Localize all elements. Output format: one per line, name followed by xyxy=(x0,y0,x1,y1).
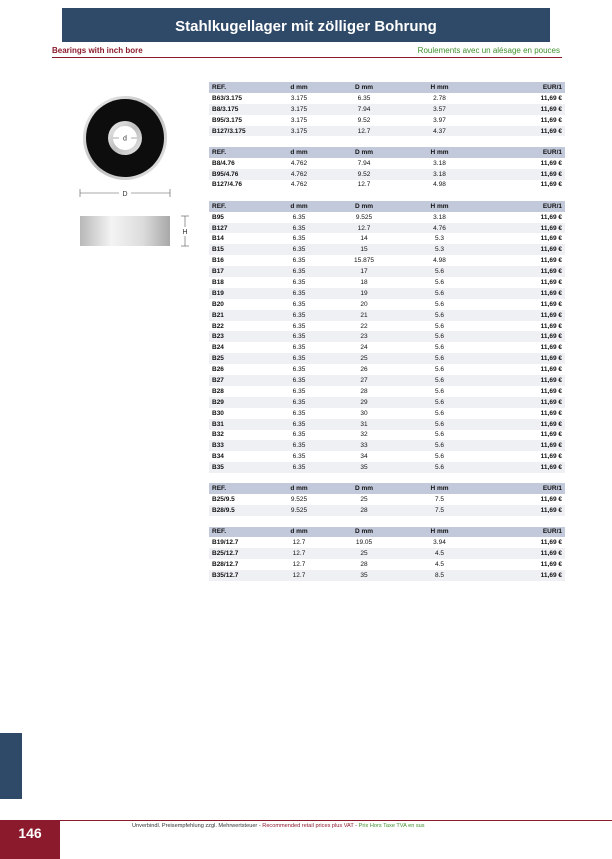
table-row xyxy=(209,386,565,397)
table-cell: 4.5 xyxy=(434,561,445,569)
table-cell: 5.6 xyxy=(434,453,445,461)
column-header: D mm xyxy=(331,147,397,158)
table-cell: 3.18 xyxy=(433,159,446,167)
table-cell: 11,69 € xyxy=(540,409,562,417)
table-cell: 4.76 xyxy=(397,223,482,234)
bearing-table xyxy=(209,483,565,516)
table-cell: B32 xyxy=(212,431,224,439)
table-cell: 28 xyxy=(360,561,368,569)
column-header: H mm xyxy=(397,527,482,538)
table-cell: 14 xyxy=(360,235,368,243)
column-header: H mm xyxy=(397,82,482,93)
bore-diameter-label: d xyxy=(123,135,127,143)
table-row xyxy=(209,223,565,234)
table-cell: 6.35 xyxy=(292,278,306,286)
table-row xyxy=(209,364,565,375)
table-cell: 5.3 xyxy=(397,244,482,255)
table-header-row xyxy=(209,201,565,212)
table-cell: 12.7 xyxy=(331,223,397,234)
table-cell: 5.6 xyxy=(397,288,482,299)
bearing-table xyxy=(209,147,565,191)
table-cell: 9.525 xyxy=(355,213,373,221)
table-row xyxy=(209,104,565,115)
table-cell: 5.6 xyxy=(434,300,445,308)
table-cell: 5.6 xyxy=(434,322,445,330)
table-cell: 12.7 xyxy=(292,539,306,547)
table-row xyxy=(209,115,565,126)
table-cell: 11,69 € xyxy=(540,257,562,265)
footer-separator: - xyxy=(353,823,359,829)
table-cell: B26 xyxy=(212,366,224,374)
table-cell: B31 xyxy=(209,419,267,430)
table-row xyxy=(209,310,565,321)
table-cell: 11,69 € xyxy=(540,213,562,221)
table-row xyxy=(209,299,565,310)
table-cell: 3.94 xyxy=(433,539,446,547)
bearing-table xyxy=(209,82,565,136)
table-cell: 5.6 xyxy=(397,462,482,473)
table-cell: 6.35 xyxy=(292,235,306,243)
table-row xyxy=(209,570,565,581)
table-cell: 9.52 xyxy=(357,116,371,124)
table-cell: 5.3 xyxy=(434,235,445,243)
table-cell: 3.18 xyxy=(433,213,446,221)
table-cell: 9.52 xyxy=(331,169,397,180)
table-cell: 3.18 xyxy=(397,169,482,180)
table-cell: 5.6 xyxy=(434,387,445,395)
table-cell: 3.175 xyxy=(290,94,308,102)
column-header: REF. xyxy=(209,147,267,158)
table-row xyxy=(209,548,565,559)
table-cell: 6.35 xyxy=(267,462,331,473)
table-cell: 6.35 xyxy=(267,266,331,277)
table-row xyxy=(209,288,565,299)
table-cell: 11,69 € xyxy=(482,375,565,386)
column-header: d mm xyxy=(267,483,331,494)
table-header-row xyxy=(209,147,565,158)
table-cell: 11,69 € xyxy=(482,505,565,516)
table-cell: 11,69 € xyxy=(540,181,562,189)
column-header: d mm xyxy=(267,82,331,93)
table-row xyxy=(209,537,565,548)
table-cell: 7.5 xyxy=(397,505,482,516)
table-cell: 5.6 xyxy=(397,353,482,364)
table-cell: 6.35 xyxy=(267,310,331,321)
table-row xyxy=(209,331,565,342)
table-cell: B19/12.7 xyxy=(212,539,239,547)
table-cell: B8/3.175 xyxy=(209,104,267,115)
section-tab xyxy=(0,733,22,799)
outer-diameter-label: D xyxy=(122,191,128,198)
table-cell: B24 xyxy=(212,344,224,352)
table-cell: 7.94 xyxy=(331,104,397,115)
table-cell: 11,69 € xyxy=(482,288,565,299)
table-cell: B19 xyxy=(209,288,267,299)
table-cell: B33 xyxy=(209,440,267,451)
table-cell: 11,69 € xyxy=(482,548,565,559)
table-cell: 5.6 xyxy=(397,375,482,386)
table-cell: 3.97 xyxy=(433,116,446,124)
table-cell: 21 xyxy=(331,310,397,321)
table-cell: B35/12.7 xyxy=(209,570,267,581)
table-cell: 11,69 € xyxy=(540,539,562,547)
table-cell: 12.7 xyxy=(267,570,331,581)
table-cell: 11,69 € xyxy=(540,561,562,569)
table-row xyxy=(209,353,565,364)
table-cell: 4.37 xyxy=(397,126,482,137)
column-header: REF. xyxy=(209,527,267,538)
page-number: 146 xyxy=(0,821,60,859)
table-cell: 5.6 xyxy=(397,310,482,321)
table-row xyxy=(209,430,565,441)
table-cell: 2.78 xyxy=(433,94,446,102)
table-cell: 15 xyxy=(331,244,397,255)
table-row xyxy=(209,244,565,255)
table-row xyxy=(209,419,565,430)
table-cell: 25 xyxy=(331,353,397,364)
table-cell: 11,69 € xyxy=(540,496,562,504)
table-cell: 25 xyxy=(331,548,397,559)
bearing-side-view xyxy=(80,216,170,246)
column-header: EUR/1 xyxy=(482,147,565,158)
table-cell: B28/12.7 xyxy=(212,561,239,569)
table-cell: 5.6 xyxy=(397,331,482,342)
table-cell: 11,69 € xyxy=(540,431,562,439)
table-cell: 11,69 € xyxy=(482,331,565,342)
table-cell: 5.6 xyxy=(434,344,445,352)
table-cell: 11,69 € xyxy=(540,453,562,461)
table-cell: 5.6 xyxy=(434,366,445,374)
table-cell: 27 xyxy=(331,375,397,386)
table-cell: B63/3.175 xyxy=(212,94,242,102)
table-cell: B34 xyxy=(212,453,224,461)
table-header-row xyxy=(209,483,565,494)
column-header: D mm xyxy=(331,527,397,538)
table-cell: 11,69 € xyxy=(540,116,562,124)
table-cell: 6.35 xyxy=(267,331,331,342)
bearing-table xyxy=(209,201,565,473)
table-cell: 4.5 xyxy=(397,548,482,559)
footer-text-de: Unverbindl. Preisempfehlung zzgl. Mehrwertsteuer xyxy=(132,823,258,829)
footer-separator: - xyxy=(257,823,263,829)
table-cell: B95/4.76 xyxy=(209,169,267,180)
table-cell: 11,69 € xyxy=(482,266,565,277)
column-header: d mm xyxy=(267,147,331,158)
table-cell: 6.35 xyxy=(267,419,331,430)
table-row xyxy=(209,505,565,516)
table-cell: 5.6 xyxy=(397,419,482,430)
table-row xyxy=(209,277,565,288)
table-cell: 24 xyxy=(360,344,368,352)
table-cell: 6.35 xyxy=(292,344,306,352)
table-cell: B95/3.175 xyxy=(212,116,242,124)
table-cell: 12.7 xyxy=(292,561,306,569)
table-cell: 11,69 € xyxy=(540,387,562,395)
table-cell: 4.98 xyxy=(433,257,446,265)
table-cell: B25/12.7 xyxy=(209,548,267,559)
bearing-table xyxy=(209,527,565,581)
table-cell: 29 xyxy=(331,397,397,408)
table-row xyxy=(209,462,565,473)
table-row xyxy=(209,342,565,353)
table-cell: 6.35 xyxy=(267,375,331,386)
column-header: EUR/1 xyxy=(482,483,565,494)
table-cell: 4.762 xyxy=(267,169,331,180)
footer-note xyxy=(132,823,425,829)
table-cell: B127/3.175 xyxy=(209,126,267,137)
column-header: REF. xyxy=(209,201,267,212)
table-cell: 6.35 xyxy=(267,397,331,408)
subtitle-english: Bearings with inch bore xyxy=(52,46,143,55)
table-row xyxy=(209,321,565,332)
height-label: H xyxy=(182,229,188,236)
table-cell: 6.35 xyxy=(292,213,306,221)
column-header: d mm xyxy=(267,201,331,212)
table-cell: 35 xyxy=(331,570,397,581)
table-cell: B28/9.5 xyxy=(209,505,267,516)
table-cell: B18 xyxy=(212,278,224,286)
table-cell: 5.6 xyxy=(397,440,482,451)
column-header: EUR/1 xyxy=(482,527,565,538)
table-cell: 11,69 € xyxy=(540,300,562,308)
table-row xyxy=(209,126,565,137)
table-cell: 26 xyxy=(360,366,368,374)
table-cell: 11,69 € xyxy=(482,126,565,137)
column-header: EUR/1 xyxy=(482,201,565,212)
table-cell: 6.35 xyxy=(267,244,331,255)
table-cell: 17 xyxy=(331,266,397,277)
table-row xyxy=(209,375,565,386)
table-cell: 11,69 € xyxy=(482,440,565,451)
table-row xyxy=(209,158,565,169)
table-row xyxy=(209,266,565,277)
table-cell: B29 xyxy=(209,397,267,408)
table-cell: 11,69 € xyxy=(482,353,565,364)
column-header: H mm xyxy=(397,147,482,158)
table-cell: B23 xyxy=(209,331,267,342)
table-cell: B127 xyxy=(209,223,267,234)
table-cell: 25 xyxy=(360,496,368,504)
table-cell: 6.35 xyxy=(267,353,331,364)
table-cell: 11,69 € xyxy=(540,322,562,330)
table-cell: 11,69 € xyxy=(540,366,562,374)
bearing-tables xyxy=(209,82,562,591)
table-cell: 11,69 € xyxy=(482,397,565,408)
table-cell: 35 xyxy=(331,462,397,473)
table-cell: 7.5 xyxy=(434,496,445,504)
table-row xyxy=(209,440,565,451)
table-cell: B28 xyxy=(212,387,224,395)
table-cell: B25/9.5 xyxy=(212,496,235,504)
table-row xyxy=(209,451,565,462)
column-header: H mm xyxy=(397,483,482,494)
table-cell: 6.35 xyxy=(292,257,306,265)
table-cell: 7.94 xyxy=(357,159,371,167)
column-header: REF. xyxy=(209,483,267,494)
subtitle-french: Roulements avec un alésage en pouces xyxy=(417,46,560,55)
table-row xyxy=(209,212,565,223)
table-cell: 11,69 € xyxy=(482,104,565,115)
table-cell: 18 xyxy=(360,278,368,286)
table-cell: B95 xyxy=(212,213,224,221)
table-cell: B30 xyxy=(212,409,224,417)
table-cell: 32 xyxy=(360,431,368,439)
table-cell: 3.175 xyxy=(267,126,331,137)
table-row xyxy=(209,559,565,570)
table-row xyxy=(209,233,565,244)
table-header-row xyxy=(209,527,565,538)
table-row xyxy=(209,494,565,505)
table-cell: 11,69 € xyxy=(540,235,562,243)
table-cell: 22 xyxy=(360,322,368,330)
table-cell: 20 xyxy=(360,300,368,308)
table-cell: 11,69 € xyxy=(482,169,565,180)
table-cell: 31 xyxy=(331,419,397,430)
table-cell: 30 xyxy=(360,409,368,417)
table-cell: 12.7 xyxy=(357,181,371,189)
table-cell: 11,69 € xyxy=(482,570,565,581)
table-cell: 4.98 xyxy=(433,181,446,189)
table-cell: 5.6 xyxy=(434,278,445,286)
table-cell: 34 xyxy=(360,453,368,461)
table-cell: B14 xyxy=(212,235,224,243)
table-cell: 3.57 xyxy=(397,104,482,115)
table-cell: 15.875 xyxy=(354,257,374,265)
page-title: Stahlkugellager mit zölliger Bohrung xyxy=(62,8,550,42)
table-cell: 6.35 xyxy=(292,322,306,330)
table-cell: 28 xyxy=(360,387,368,395)
table-cell: 4.762 xyxy=(290,159,308,167)
table-cell: B127/4.76 xyxy=(212,181,242,189)
table-cell: 6.35 xyxy=(292,409,306,417)
table-cell: B35 xyxy=(209,462,267,473)
table-row xyxy=(209,93,565,104)
table-cell: 11,69 € xyxy=(482,310,565,321)
column-header: D mm xyxy=(331,483,397,494)
table-cell: 11,69 € xyxy=(540,94,562,102)
bearing-diagram xyxy=(70,90,200,250)
table-cell: 5.6 xyxy=(434,409,445,417)
table-cell: B22 xyxy=(212,322,224,330)
table-cell: B15 xyxy=(209,244,267,255)
table-cell: 5.6 xyxy=(397,266,482,277)
footer-rule xyxy=(0,820,612,821)
table-cell: 12.7 xyxy=(331,126,397,137)
table-cell: 12.7 xyxy=(267,548,331,559)
footer-text-fr: Prix Hors Taxe TVA en sus xyxy=(358,823,425,829)
table-cell: 11,69 € xyxy=(482,462,565,473)
table-cell: 11,69 € xyxy=(482,223,565,234)
table-cell: 19.05 xyxy=(355,539,373,547)
table-row xyxy=(209,397,565,408)
table-cell: 11,69 € xyxy=(482,244,565,255)
column-header: H mm xyxy=(397,201,482,212)
table-cell: 6.35 xyxy=(292,300,306,308)
table-cell: 6.35 xyxy=(292,453,306,461)
table-cell: 4.762 xyxy=(290,181,308,189)
table-cell: 6.35 xyxy=(292,431,306,439)
table-cell: 3.175 xyxy=(290,116,308,124)
column-header: D mm xyxy=(331,201,397,212)
table-cell: 5.6 xyxy=(397,397,482,408)
column-header: D mm xyxy=(331,82,397,93)
table-cell: 11,69 € xyxy=(540,159,562,167)
table-cell: B21 xyxy=(209,310,267,321)
table-cell: 11,69 € xyxy=(482,419,565,430)
table-row xyxy=(209,169,565,180)
table-row xyxy=(209,255,565,266)
table-cell: 28 xyxy=(331,505,397,516)
table-cell: 6.35 xyxy=(267,288,331,299)
table-cell: 8.5 xyxy=(397,570,482,581)
table-cell: B27 xyxy=(209,375,267,386)
table-cell: 6.35 xyxy=(267,440,331,451)
table-cell: 11,69 € xyxy=(540,278,562,286)
table-cell: 6.35 xyxy=(292,387,306,395)
column-header: REF. xyxy=(209,82,267,93)
table-cell: 9.525 xyxy=(290,496,308,504)
table-cell: 3.175 xyxy=(267,104,331,115)
column-header: EUR/1 xyxy=(482,82,565,93)
footer-text-en: Recommended retail prices plus VAT xyxy=(262,823,354,829)
table-cell: B16 xyxy=(212,257,224,265)
column-header: d mm xyxy=(267,527,331,538)
table-cell: B8/4.76 xyxy=(212,159,235,167)
table-cell: 5.6 xyxy=(434,431,445,439)
bearing-illustration xyxy=(70,90,200,250)
table-cell: 6.35 xyxy=(292,366,306,374)
table-row xyxy=(209,180,565,191)
table-cell: B20 xyxy=(212,300,224,308)
table-cell: B25 xyxy=(209,353,267,364)
table-header-row xyxy=(209,82,565,93)
table-cell: 23 xyxy=(331,331,397,342)
table-cell: 9.525 xyxy=(267,505,331,516)
header-rule xyxy=(52,57,562,58)
table-cell: 6.35 xyxy=(357,94,371,102)
table-cell: 19 xyxy=(331,288,397,299)
table-cell: B17 xyxy=(209,266,267,277)
table-row xyxy=(209,408,565,419)
table-cell: 11,69 € xyxy=(540,344,562,352)
table-cell: 6.35 xyxy=(267,223,331,234)
table-cell: 33 xyxy=(331,440,397,451)
